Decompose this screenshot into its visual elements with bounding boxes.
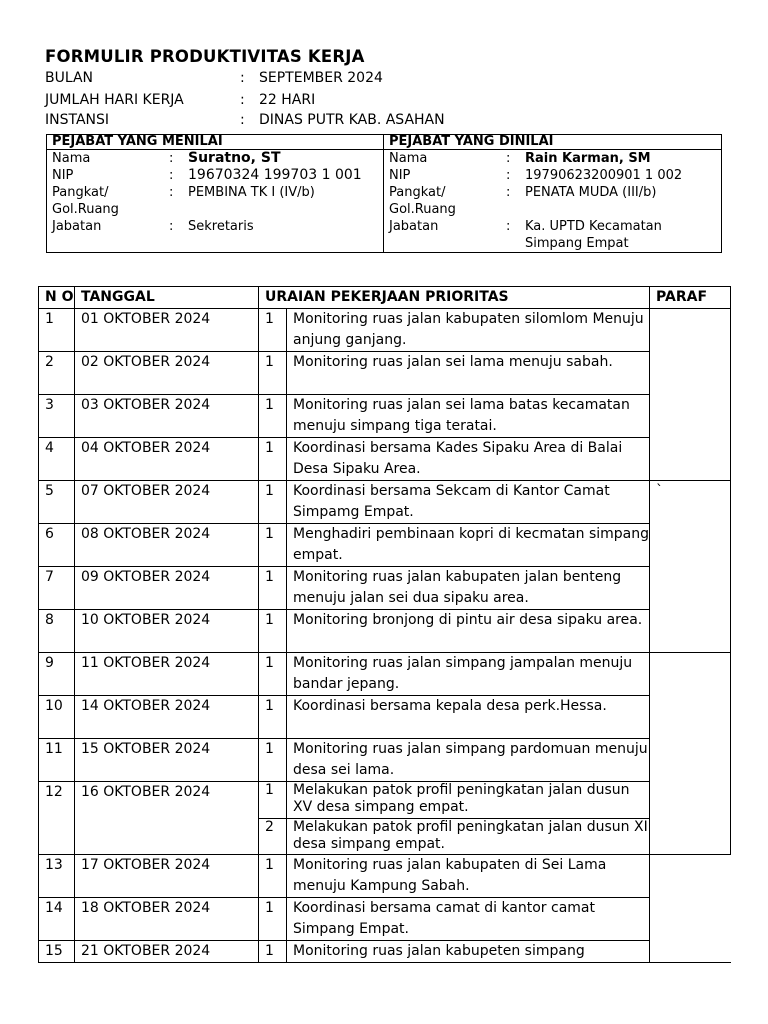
item-number: 1: [259, 855, 287, 898]
table-row: [39, 481, 731, 524]
item-text: Monitoring ruas jalan kabupaten jalan benteng menuju jalan sei dua sipaku area.: [287, 567, 650, 610]
table-row: [39, 855, 731, 898]
meta-value: SEPTEMBER 2024: [259, 70, 383, 86]
item-number: 1: [259, 309, 287, 352]
penilai-jabatan: Sekretaris: [188, 219, 254, 234]
item-number: 1: [259, 782, 287, 819]
table-row: [39, 610, 731, 653]
row-tanggal: 14 OKTOBER 2024: [75, 696, 259, 739]
row-no: 11: [39, 739, 75, 782]
field-label: NIP: [52, 168, 74, 183]
field-colon: :: [506, 219, 511, 234]
row-no: 9: [39, 653, 75, 696]
table-row: [39, 941, 731, 963]
row-tanggal: 07 OKTOBER 2024: [75, 481, 259, 524]
item-number: 1: [259, 352, 287, 395]
meta-value: 22 HARI: [259, 92, 316, 108]
table-row: [39, 524, 731, 567]
dinilai-nip: 19790623200901 1 002: [525, 168, 683, 183]
row-no: 8: [39, 610, 75, 653]
item-number: 1: [259, 567, 287, 610]
row-tanggal: 04 OKTOBER 2024: [75, 438, 259, 481]
item-text: Monitoring ruas jalan sei lama menuju sabah.: [287, 352, 650, 395]
table-row: [39, 309, 731, 352]
meta-colon: :: [240, 70, 245, 86]
item-number: 1: [259, 898, 287, 941]
header-paraf: PARAF: [650, 287, 731, 309]
field-label: Pangkat/ Gol.Ruang: [52, 185, 119, 217]
item-number: 1: [259, 395, 287, 438]
item-text: Monitoring ruas jalan kabupeten simpang: [287, 941, 650, 963]
penilai-pangkat: PEMBINA TK I (IV/b): [188, 185, 315, 200]
table-row: [39, 395, 731, 438]
table-row: [39, 567, 731, 610]
item-text: Koordinasi bersama Kades Sipaku Area di Balai Desa Sipaku Area.: [287, 438, 650, 481]
row-no: 12: [39, 782, 75, 855]
meta-colon: :: [240, 92, 245, 108]
item-number: 1: [259, 524, 287, 567]
item-number: 1: [259, 941, 287, 963]
dinilai-jabatan: Ka. UPTD Kecamatan Simpang Empat: [525, 219, 662, 251]
field-colon: :: [169, 185, 174, 200]
row-tanggal: 10 OKTOBER 2024: [75, 610, 259, 653]
item-number: 1: [259, 610, 287, 653]
row-no: 4: [39, 438, 75, 481]
item-text: Monitoring bronjong di pintu air desa sipaku area.: [287, 610, 650, 653]
item-text: Melakukan patok profil peningkatan jalan dusun XV desa simpang empat.: [287, 782, 650, 819]
item-text: Monitoring ruas jalan sei lama batas kecamatan menuju simpang tiga teratai.: [287, 395, 650, 438]
field-label: Nama: [389, 151, 428, 166]
item-text: Koordinasi bersama Sekcam di Kantor Camat Simpamg Empat.: [287, 481, 650, 524]
dinilai-nama: Rain Karman, SM: [525, 151, 651, 166]
item-text: Monitoring ruas jalan simpang jampalan menuju bandar jepang.: [287, 653, 650, 696]
row-tanggal: 21 OKTOBER 2024: [75, 941, 259, 963]
penilai-nama: Suratno, ST: [188, 150, 281, 166]
table-row: [39, 739, 731, 782]
dinilai-body: [384, 150, 722, 253]
item-text: Monitoring ruas jalan kabupaten di Sei Lama menuju Kampung Sabah.: [287, 855, 650, 898]
row-no: 5: [39, 481, 75, 524]
row-tanggal: 09 OKTOBER 2024: [75, 567, 259, 610]
paraf-cell: [650, 309, 731, 481]
meta-label: JUMLAH HARI KERJA: [45, 92, 184, 108]
row-tanggal: 15 OKTOBER 2024: [75, 739, 259, 782]
item-text: Menghadiri pembinaan kopri di kecmatan simpang empat.: [287, 524, 650, 567]
row-tanggal: 18 OKTOBER 2024: [75, 898, 259, 941]
item-number: 1: [259, 481, 287, 524]
item-text: Koordinasi bersama kepala desa perk.Hessa.: [287, 696, 650, 739]
activity-table: [38, 286, 731, 963]
item-text: Melakukan patok profil peningkatan jalan dusun XI desa simpang empat.: [287, 819, 650, 855]
penilai-header: PEJABAT YANG MENILAI: [47, 135, 384, 150]
field-label: Jabatan: [389, 219, 439, 234]
field-colon: :: [506, 168, 511, 183]
field-label: Jabatan: [52, 219, 102, 234]
row-tanggal: 01 OKTOBER 2024: [75, 309, 259, 352]
item-text: Monitoring ruas jalan simpang pardomuan menuju desa sei lama.: [287, 739, 650, 782]
field-colon: :: [506, 185, 511, 200]
field-colon: :: [506, 151, 511, 166]
row-no: 6: [39, 524, 75, 567]
meta-label: INSTANSI: [45, 112, 110, 128]
form-title: FORMULIR PRODUKTIVITAS KERJA: [45, 47, 365, 66]
row-no: 13: [39, 855, 75, 898]
meta-colon: :: [240, 112, 245, 128]
penilai-nip: 19670324 199703 1 001: [188, 167, 362, 183]
field-label: Nama: [52, 151, 91, 166]
field-label: NIP: [389, 168, 411, 183]
meta-label: BULAN: [45, 70, 94, 86]
item-number: 1: [259, 696, 287, 739]
row-tanggal: 16 OKTOBER 2024: [75, 782, 259, 855]
item-number: 1: [259, 739, 287, 782]
row-no: 10: [39, 696, 75, 739]
row-no: 14: [39, 898, 75, 941]
row-no: 2: [39, 352, 75, 395]
penilai-body: [47, 150, 384, 253]
table-row: [39, 782, 731, 819]
row-tanggal: 02 OKTOBER 2024: [75, 352, 259, 395]
row-tanggal: 17 OKTOBER 2024: [75, 855, 259, 898]
paraf-cell: [650, 481, 731, 653]
item-number: 1: [259, 438, 287, 481]
item-text: Koordinasi bersama camat di kantor camat Simpang Empat.: [287, 898, 650, 941]
table-row: [39, 352, 731, 395]
row-tanggal: 11 OKTOBER 2024: [75, 653, 259, 696]
header-no: N O: [39, 287, 75, 309]
paraf-mark: `: [656, 483, 664, 499]
field-label: Pangkat/ Gol.Ruang: [389, 185, 456, 217]
row-no: 1: [39, 309, 75, 352]
table-row: [39, 898, 731, 941]
paraf-cell: [650, 653, 731, 855]
dinilai-header: PEJABAT YANG DINILAI: [384, 135, 722, 150]
table-row: [39, 438, 731, 481]
header-uraian: URAIAN PEKERJAAN PRIORITAS: [259, 287, 650, 309]
item-number: 1: [259, 653, 287, 696]
meta-value: DINAS PUTR KAB. ASAHAN: [259, 112, 445, 128]
row-tanggal: 03 OKTOBER 2024: [75, 395, 259, 438]
item-text: Monitoring ruas jalan kabupaten silomlom Menuju anjung ganjang.: [287, 309, 650, 352]
row-no: 15: [39, 941, 75, 963]
table-row: [39, 696, 731, 739]
table-row: [39, 653, 731, 696]
field-colon: :: [169, 219, 174, 234]
item-number: 2: [259, 819, 287, 855]
header-tanggal: TANGGAL: [75, 287, 259, 309]
row-no: 7: [39, 567, 75, 610]
paraf-cell: [650, 855, 731, 963]
dinilai-pangkat: PENATA MUDA (III/b): [525, 185, 657, 200]
pejabat-table: [46, 134, 722, 253]
field-colon: :: [169, 151, 174, 166]
row-no: 3: [39, 395, 75, 438]
row-tanggal: 08 OKTOBER 2024: [75, 524, 259, 567]
field-colon: :: [169, 168, 174, 183]
